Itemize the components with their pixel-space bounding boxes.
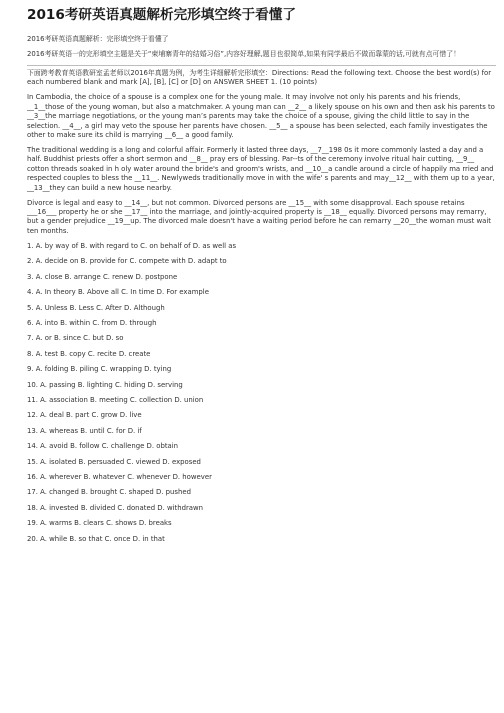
passage-paragraph-1: In Cambodia, the choice of a spouse is a complex one for the young male. It may involve not only his parents and his friends, __1__those of the young woman, but also a matchmaker. A young man can __2__ a likely spouse on his own and then ask his parents to __3__the marriage negotiations, or the young man’s parents may take the choice of a spouse, giving the child little to say in the selection. __4__, a girl may veto the spouse her parents have chosen. __5__ a spouse has been selected, each family investigates the other to make sure its child is marrying __6__ a good family.	[27, 93, 495, 140]
option-item: 20. A. while B. so that C. once D. in that	[27, 534, 165, 543]
option-item: 8. A. test B. copy C. recite D. create	[27, 349, 151, 358]
option-item: 13. A. whereas B. until C. for D. if	[27, 426, 142, 435]
option-item: 3. A. close B. arrange C. renew D. postpone	[27, 272, 178, 281]
option-item: 14. A. avoid B. follow C. challenge D. obtain	[27, 442, 179, 451]
option-item: 4. A. In theory B. Above all C. In time D. For example	[27, 288, 209, 297]
option-item: 11. A. association B. meeting C. collection D. union	[27, 395, 204, 404]
option-item: 10. A. passing B. lighting C. hiding D. serving	[27, 380, 183, 389]
option-item: 1. A. by way of B. with regard to C. on behalf of D. as well as	[27, 241, 237, 250]
option-item: 16. A. wherever B. whatever C. whenever D. however	[27, 472, 212, 481]
option-item: 7. A. or B. since C. but D. so	[27, 334, 124, 343]
directions-text: 下面跨考教育英语教研室孟老师以2016年真题为例，为考生详细解析完形填空：Directions: Read the following text. Choose the best word(s) for each numbered blank and mark [A], [B], [C] or [D] on ANSWER SHEET 1. (10 points)	[27, 69, 492, 87]
passage-paragraph-2: The traditional wedding is a long and colorful affair. Formerly it lasted three days, __7__198 0s it more commonly lasted a day and a half. Buddhist priests offer a short sermon and __8__ pray ers of blessing. Par--ts of the ceremony involve ritual hair cutting, __9__ cotton threads soaked in h oly water around the bride's and groom's wrists, and __10__a candle around a circle of happily ma rried and respected couples to bless the __11__. Newlyweds traditionally move in with the wife' s parents and may__12__ with them up to a year, __13__they can build a new house nearby.	[27, 146, 495, 192]
options-list	[27, 242, 496, 544]
intro-line: 2016考研英语真题解析：完形填空终于看懂了	[27, 35, 169, 43]
option-item: 9. A. folding B. piling C. wrapping D. tying	[27, 365, 172, 374]
intro-description: 2016考研英语一的完形填空主题是关于“柬埔寨青年的结婚习俗”,内容好理解,题目也很简单,如果有同学最后不做而靠蒙的话,可就有点可惜了！	[27, 50, 461, 58]
passage-paragraph-3: Divorce is legal and easy to __14__, but not common. Divorced persons are __15__ with some disapproval. Each spouse retains ___16___ property he or she __17__ into the marriage, and jointly-acquired property is __18__ equally. Divorced persons may remarry, but a gender prejudice __19__up. The divorced male doesn't have a waiting period before he can remarry __20__the woman must wait ten months.	[27, 198, 491, 235]
option-item: 18. A. invested B. divided C. donated D. withdrawn	[27, 503, 203, 512]
document-title: 2016考研英语真题解析完形填空终于看懂了	[27, 7, 296, 23]
option-item: 15. A. isolated B. persuaded C. viewed D. exposed	[27, 457, 201, 466]
option-item: 17. A. changed B. brought C. shaped D. pushed	[27, 488, 191, 497]
option-item: 12. A. deal B. part C. grow D. live	[27, 411, 142, 420]
option-item: 2. A. decide on B. provide for C. compete with D. adapt to	[27, 257, 227, 266]
option-item: 19. A. warms B. clears C. shows D. breaks	[27, 519, 172, 528]
option-item: 5. A. Unless B. Less C. After D. Although	[27, 303, 165, 312]
section-divider	[27, 65, 496, 66]
option-item: 6. A. into B. within C. from D. through	[27, 318, 157, 327]
